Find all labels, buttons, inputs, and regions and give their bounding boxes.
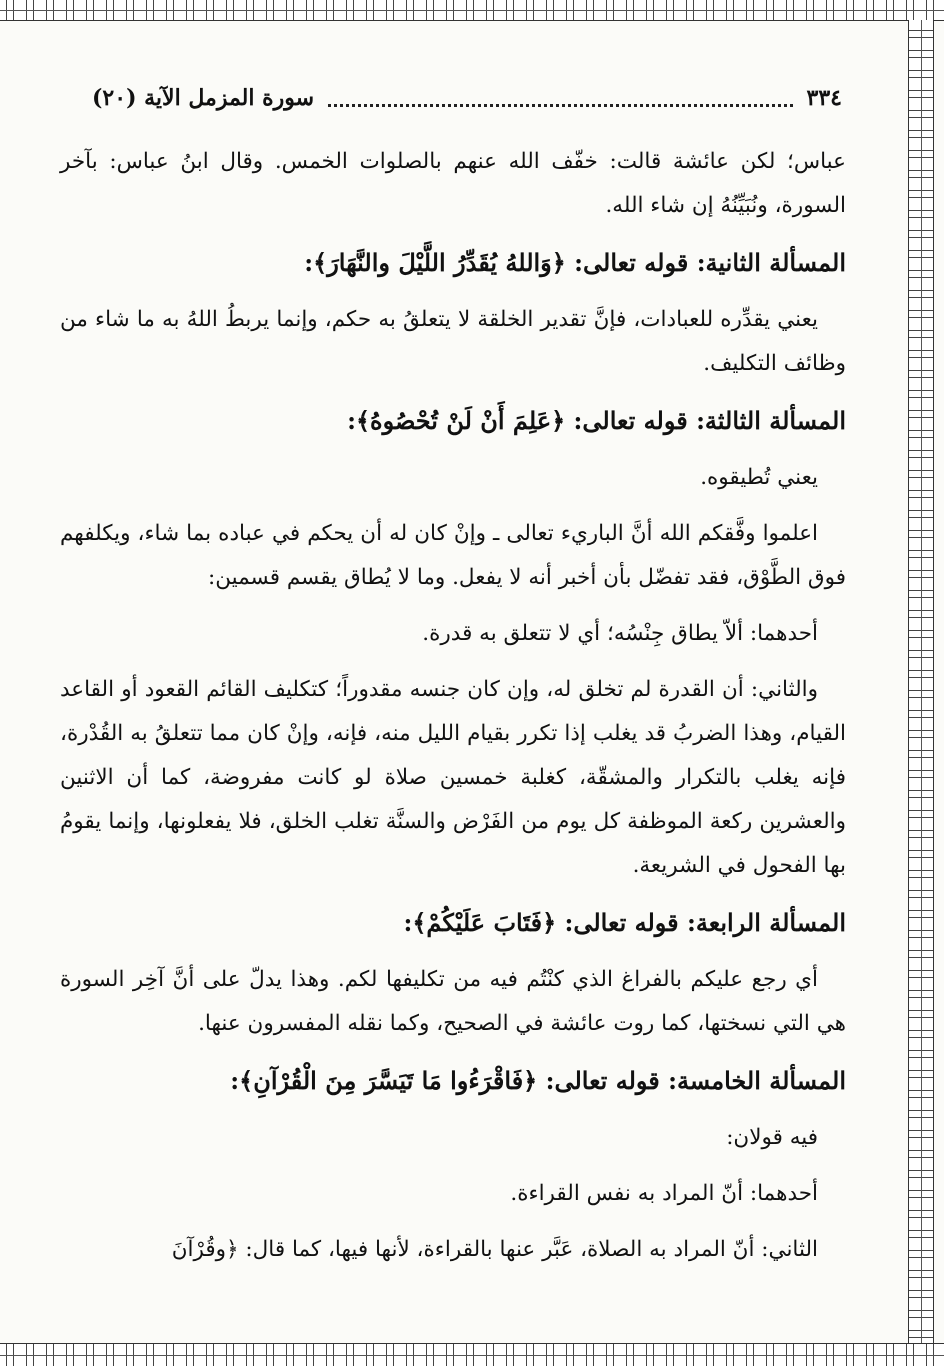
paragraph: أي رجع عليكم بالفراغ الذي كنْتُم فيه من تكليفها لكم. وهذا يدلّ على أنَّ آخِر السورة هي التي نسختها، كما روت عائشة في الصحيح، وكما نقله المفسرون عنها. [60,967,846,1036]
top-ornamental-border [0,0,944,21]
paragraph: الثاني: أنّ المراد به الصلاة، عَبَّر عنها بالقراءة، لأنها فيها، كما قال: ﴿وقُرْآنَ [171,1237,818,1262]
paragraph: أحدهما: ألاّ يطاق جِنْسُه؛ أي لا تتعلق به قدرة. [422,621,818,646]
paragraph: يعني يقدِّره للعبادات، فإنَّ تقدير الخلقة لا يتعلقُ به حكم، وإنما يربطُ اللهُ به ما شاء من وظائف التكليف. [60,307,846,376]
header-title: سورة المزمل الآية (٢٠) [92,85,315,111]
section-heading: المسألة الثانية: قوله تعالى: ﴿وَاللهُ يُقَدِّرُ اللَّيْلَ والنَّهَارَ﴾: [304,248,846,277]
section-heading: المسألة الخامسة: قوله تعالى: ﴿فَاقْرَءُوا مَا تَيَسَّرَ مِنَ الْقُرْآنِ﴾: [230,1066,846,1095]
header-dot-leader [328,90,792,107]
paragraph: يعني تُطيقوه. [700,465,818,490]
paragraph: والثاني: أن القدرة لم تخلق له، وإن كان جنسه مقدوراً؛ كتكليف القائم القعود أو القاعد القيام، وهذا الضربُ قد يغلب إذا تكرر بقيام الليل منه، فإنه، وإنْ كان مما تتعلقُ به القُدْرة، فإنه يغلب بالتكرار والمشقّة، كغلبة خمسين صلاة لو كانت مفروضة، كما أن الاثنين والعشرين ركعة الموظفة كل يوم من الفَرْض والسنَّة تغلب الخلق، فلا يفعلونها، وإنما يقومُ بها الفحول في الشريعة. [60,677,846,878]
paragraph: فيه قولان: [726,1125,818,1150]
section-heading: المسألة الثالثة: قوله تعالى: ﴿عَلِمَ أَنْ لَنْ تُحْصُوهُ﴾: [347,406,846,435]
right-ornamental-border [908,20,934,1344]
running-header [92,78,842,118]
page-number: ٣٣٤ [806,85,842,111]
page-body [60,140,846,1320]
paragraph: أحدهما: أنّ المراد به نفس القراءة. [510,1181,818,1206]
section-heading: المسألة الرابعة: قوله تعالى: ﴿فَتَابَ عَلَيْكُمْ﴾: [403,908,846,937]
paragraph: عباس؛ لكن عائشة قالت: خفّف الله عنهم بالصلوات الخمس. وقال ابنُ عباس: بآخر السورة، ونُبَيِّنُهُ إن شاء الله. [60,149,846,218]
bottom-ornamental-border [0,1343,944,1366]
paragraph: اعلموا وفَّقكم الله أنَّ الباريء تعالى ـ وإنْ كان له أن يحكم في عباده بما شاء، ويكلفهم فوق الطَّوْق، فقد تفضّل بأن أخبر أنه لا يفعل. وما لا يُطاق يقسم قسمين: [60,521,846,590]
